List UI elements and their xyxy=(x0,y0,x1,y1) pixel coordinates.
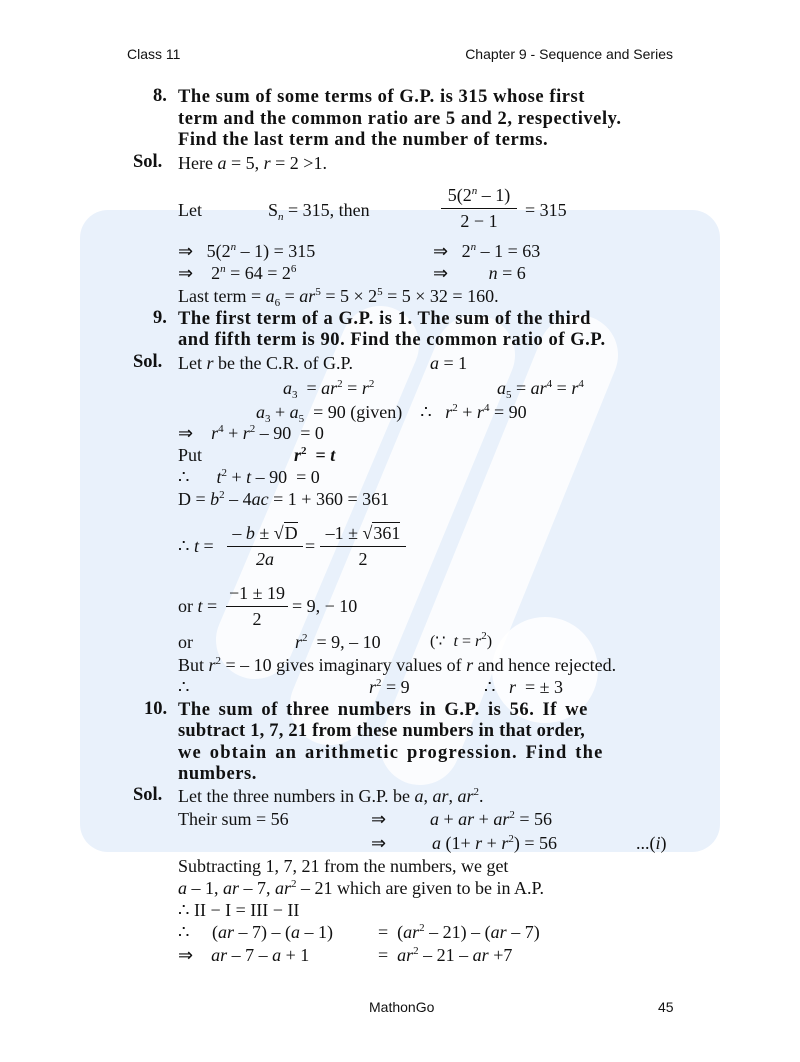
footer-brand: MathonGo xyxy=(369,999,435,1015)
header-chapter: Chapter 9 - Sequence and Series xyxy=(465,46,673,62)
solution-line: ∴ II − I = III − II xyxy=(178,900,300,920)
solution-line: $a_3 + a_5 = 90$ (given) ∴ $r^2 + r^4 = 90$ xyxy=(256,402,527,425)
solution-line: a $(1+ r + r^2) = 56$ xyxy=(432,833,557,853)
solution-label: Sol. xyxy=(133,785,163,805)
question-text: and fifth term is 90. Find the common ratio of G.P. xyxy=(178,330,606,350)
solution-line: $a_5 = ar^4 = r^4$ xyxy=(497,378,584,401)
question-text: The first term of a G.P. is 1. The sum of the third xyxy=(178,309,591,329)
solution-line: Let the three numbers in G.P. be a, ar, $ar^2$. xyxy=(178,786,484,806)
solution-line: Let xyxy=(178,200,202,220)
question-text: subtract 1, 7, 21 from these numbers in that order, xyxy=(178,721,585,741)
solution-line: $S_n = 315$, then xyxy=(268,200,370,223)
solution-line: ⇒ 5(2$^n$ – 1) = 315 xyxy=(178,241,316,261)
solution-line: ∴ r = ± 3 xyxy=(484,677,563,697)
solution-line: $r^2 = 9$, – 10 xyxy=(295,632,381,652)
solution-line: = xyxy=(305,536,316,556)
solution-line: $r^2 = 9$ xyxy=(369,677,410,697)
question-text: term and the common ratio are 5 and 2, respectively. xyxy=(178,109,622,129)
solution-line: = $(ar^2 - 21) - (ar - 7)$ xyxy=(378,922,540,942)
question-text: numbers. xyxy=(178,764,257,784)
solution-line: ⇒ 2$^n$ – 1 = 63 xyxy=(433,241,541,261)
question-number: 10. xyxy=(144,699,168,719)
solution-line: Let r be the C.R. of G.P. xyxy=(178,353,354,373)
solution-line: Last term = $a_6 = ar^5 = 5 \times 2^5 = 5 \times 32 = 160$. xyxy=(178,286,499,309)
solution-line: a = 1 xyxy=(430,353,468,373)
solution-line: $D = b^2 - 4ac = 1 + 360 = 361$ xyxy=(178,489,390,509)
solution-label: Sol. xyxy=(133,152,163,172)
solution-line: Put xyxy=(178,445,203,465)
solution-line: $a_3 = ar^2 = r^2$ xyxy=(283,378,375,401)
solution-line: ∴ $t^2 + t - 90 = 0$ xyxy=(178,467,320,487)
solution-line: But $r^2$ = – 10 gives imaginary values of r and hence rejected. xyxy=(178,655,617,675)
solution-line: Here a = 5, r = 2 >1. xyxy=(178,153,327,173)
solution-line: a – 1, ar – 7, $ar^2 - 21$ which are given to be in A.P. xyxy=(178,878,544,898)
solution-line: $r^2 = t$ xyxy=(294,445,336,465)
question-text: Find the last term and the number of terms. xyxy=(178,130,549,150)
header-class: Class 11 xyxy=(127,46,181,62)
solution-line: Subtracting 1, 7, 21 from the numbers, we get xyxy=(178,856,509,876)
question-text: The sum of some terms of G.P. is 315 whose first xyxy=(178,87,585,107)
solution-line: ⇒ n = 6 xyxy=(433,263,526,283)
page-number: 45 xyxy=(658,999,674,1015)
solution-line: ∴ (ar – 7) – (a – 1) xyxy=(178,922,333,942)
fraction: $\frac{5(2^n - 1)}{2 - 1}$ xyxy=(441,184,517,233)
solution-line: or xyxy=(178,632,193,652)
solution-line: ⇒ xyxy=(371,809,387,829)
solution-line: a + ar + $ar^2 = 56$ xyxy=(430,809,552,829)
solution-line: or t = xyxy=(178,596,218,616)
solution-line: ∴ xyxy=(178,677,190,697)
solution-line: = 9, − 10 xyxy=(292,596,358,616)
question-text: The sum of three numbers in G.P. is 56. If we xyxy=(178,700,588,720)
fraction: $\frac{- b \pm √D}{2a}$ xyxy=(227,522,303,571)
solution-line: ⇒ $2^n = 64 = 2^6$ xyxy=(178,263,297,283)
solution-line: Their sum = 56 xyxy=(178,809,289,829)
question-number: 8. xyxy=(153,86,167,106)
solution-label: Sol. xyxy=(133,352,163,372)
solution-line: ∴ t = xyxy=(178,536,214,556)
fraction: $\frac{-1 \pm 19}{2}$ xyxy=(226,582,288,631)
question-text: we obtain an arithmetic progression. Find the xyxy=(178,743,604,763)
solution-line: = $ar^2 - 21$ – ar +7 xyxy=(378,945,513,965)
fraction: $\frac{-1 \pm √361}{2}$ xyxy=(320,522,406,571)
equation-tag: ...(i) xyxy=(636,833,667,853)
question-number: 9. xyxy=(153,308,167,328)
solution-line: (∵ $t = r^2$) xyxy=(430,630,493,650)
solution-line: = 315 xyxy=(525,200,567,220)
solution-line: ⇒ xyxy=(371,833,387,853)
solution-line: ⇒ $r^4 + r^2 - 90 = 0$ xyxy=(178,423,324,443)
solution-line: ⇒ ar – 7 – a + 1 xyxy=(178,945,310,965)
